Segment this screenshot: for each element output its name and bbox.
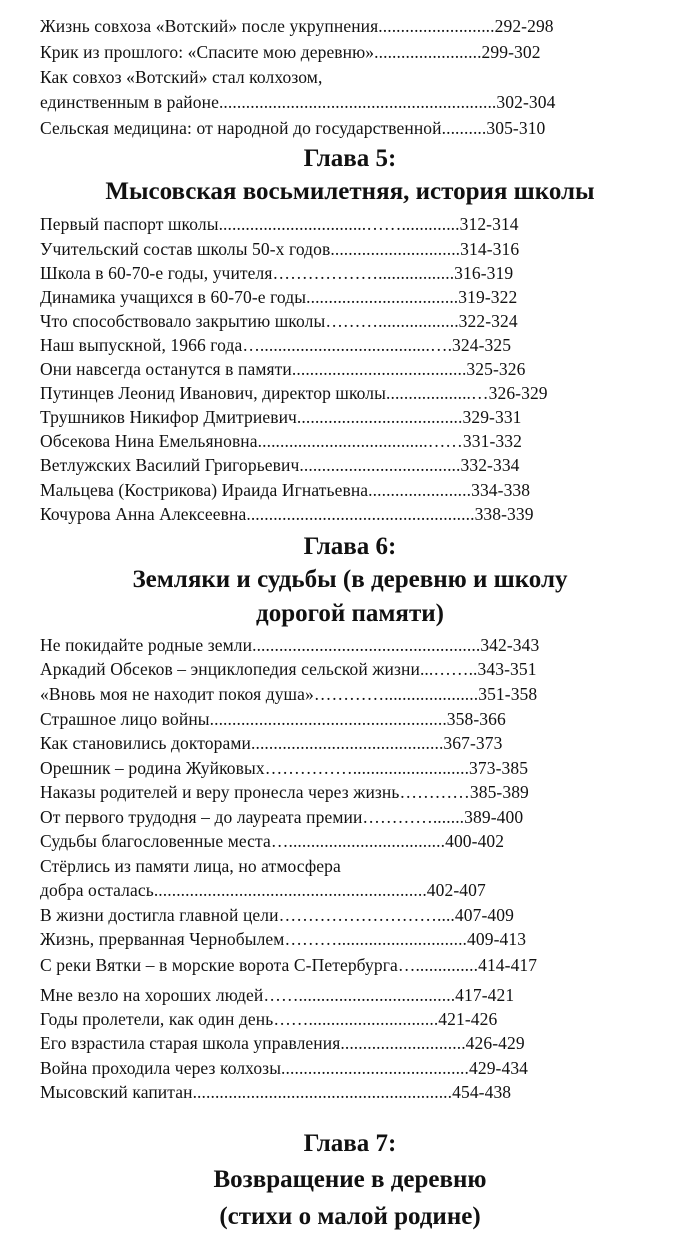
toc-entry: Что способствовало закрытию школы………..................322-324 xyxy=(40,311,518,331)
toc-entry: Они навсегда останутся в памяти.......................................325-326 xyxy=(40,359,526,379)
chapter-7-number: Глава 7: xyxy=(303,1130,397,1157)
chapter-7-title-line1: Возвращение в деревню xyxy=(213,1166,487,1193)
toc-entry: Как становились докторами...........................................367-373 xyxy=(40,733,503,753)
toc-entry: Учительский состав школы 50-х годов.............................314-316 xyxy=(40,239,520,259)
toc-entry: Обсекова Нина Емельяновна......................................……331-332 xyxy=(40,431,522,451)
toc-entry: Аркадий Обсеков – энциклопедия сельской жизни...……..343-351 xyxy=(40,659,537,679)
chapter-5-title: Мысовская восьмилетняя, история школы xyxy=(105,178,595,205)
toc-entry: Ветлужских Василий Григорьевич....................................332-334 xyxy=(40,455,520,475)
toc-entry: Мысовский капитан..........................................................454-438 xyxy=(40,1082,512,1102)
toc-entry: В жизни достигла главной цели………………………....407-409 xyxy=(40,905,514,925)
toc-entry: Годы пролетели, как один день…….............................421-426 xyxy=(40,1009,498,1029)
toc-entry: Первый паспорт школы.................................…….............312-314 xyxy=(40,214,519,234)
toc-entry: Мне везло на хороших людей……...................................417-421 xyxy=(40,985,515,1005)
toc-entry: Война проходила через колхозы..........................................429-434 xyxy=(40,1058,529,1078)
toc-entry: Не покидайте родные земли...................................................342-343 xyxy=(40,635,540,655)
chapter-6-number: Глава 6: xyxy=(303,533,397,560)
toc-entry: Мальцева (Кострикова) Ираида Игнатьевна.......................334-338 xyxy=(40,480,531,500)
toc-entry: «Вновь моя не находит покоя душа»………….....................351-358 xyxy=(40,684,538,704)
toc-entry: Судьбы благословенные места…...................................400-402 xyxy=(40,831,505,851)
toc-entry: Стёрлись из памяти лица, но атмосфера xyxy=(40,856,341,876)
chapter-6-title-line2: дорогой памяти) xyxy=(256,600,444,627)
toc-entry: Жизнь, прерванная Чернобылем……….............................409-413 xyxy=(40,929,527,949)
toc-entry: Сельская медицина: от народной до государственной..........305-310 xyxy=(40,118,546,138)
toc-entry: Орешник – родина Жуйковых……………..........................373-385 xyxy=(40,758,529,778)
chapter-7-title-line2: (стихи о малой родине) xyxy=(219,1203,481,1230)
toc-entry: Динамика учащихся в 60-70-е годы..................................319-322 xyxy=(40,287,518,307)
toc-entry: Наш выпускной, 1966 года…......................................….324-325 xyxy=(40,335,512,355)
toc-entry: Трушников Никифор Дмитриевич.....................................329-331 xyxy=(40,407,522,427)
toc-entry: Крик из прошлого: «Спасите мою деревню»........................299-302 xyxy=(40,42,541,62)
toc-entry: Жизнь совхоза «Вотский» после укрупнения..........................292-298 xyxy=(40,16,554,36)
toc-entry: добра осталась.............................................................402-407 xyxy=(40,880,486,900)
chapter-6-title-line1: Земляки и судьбы (в деревню и школу xyxy=(132,566,568,593)
toc-entry: Как совхоз «Вотский» стал колхозом, xyxy=(40,67,323,87)
toc-entry: От первого трудодня – до лауреата премии………….......389-400 xyxy=(40,807,524,827)
toc-entry: Путинцев Леонид Иванович, директор школы...................…326-329 xyxy=(40,383,548,403)
toc-entry: Наказы родителей и веру пронесла через жизнь…………385-389 xyxy=(40,782,529,802)
toc-entry: С реки Вятки – в морские ворота С-Петербурга…..............414-417 xyxy=(40,955,538,975)
toc-entry: Страшное лицо войны.....................................................358-366 xyxy=(40,709,506,729)
toc-entry: Школа в 60-70-е годы, учителя……………….................316-319 xyxy=(40,263,514,283)
toc-entry: Кочурова Анна Алексеевна...................................................338-339 xyxy=(40,504,534,524)
toc-entry: Его взрастила старая школа управления............................426-429 xyxy=(40,1033,525,1053)
chapter-5-number: Глава 5: xyxy=(303,145,397,172)
toc-entry: единственным в районе..............................................................302-304 xyxy=(40,92,556,112)
